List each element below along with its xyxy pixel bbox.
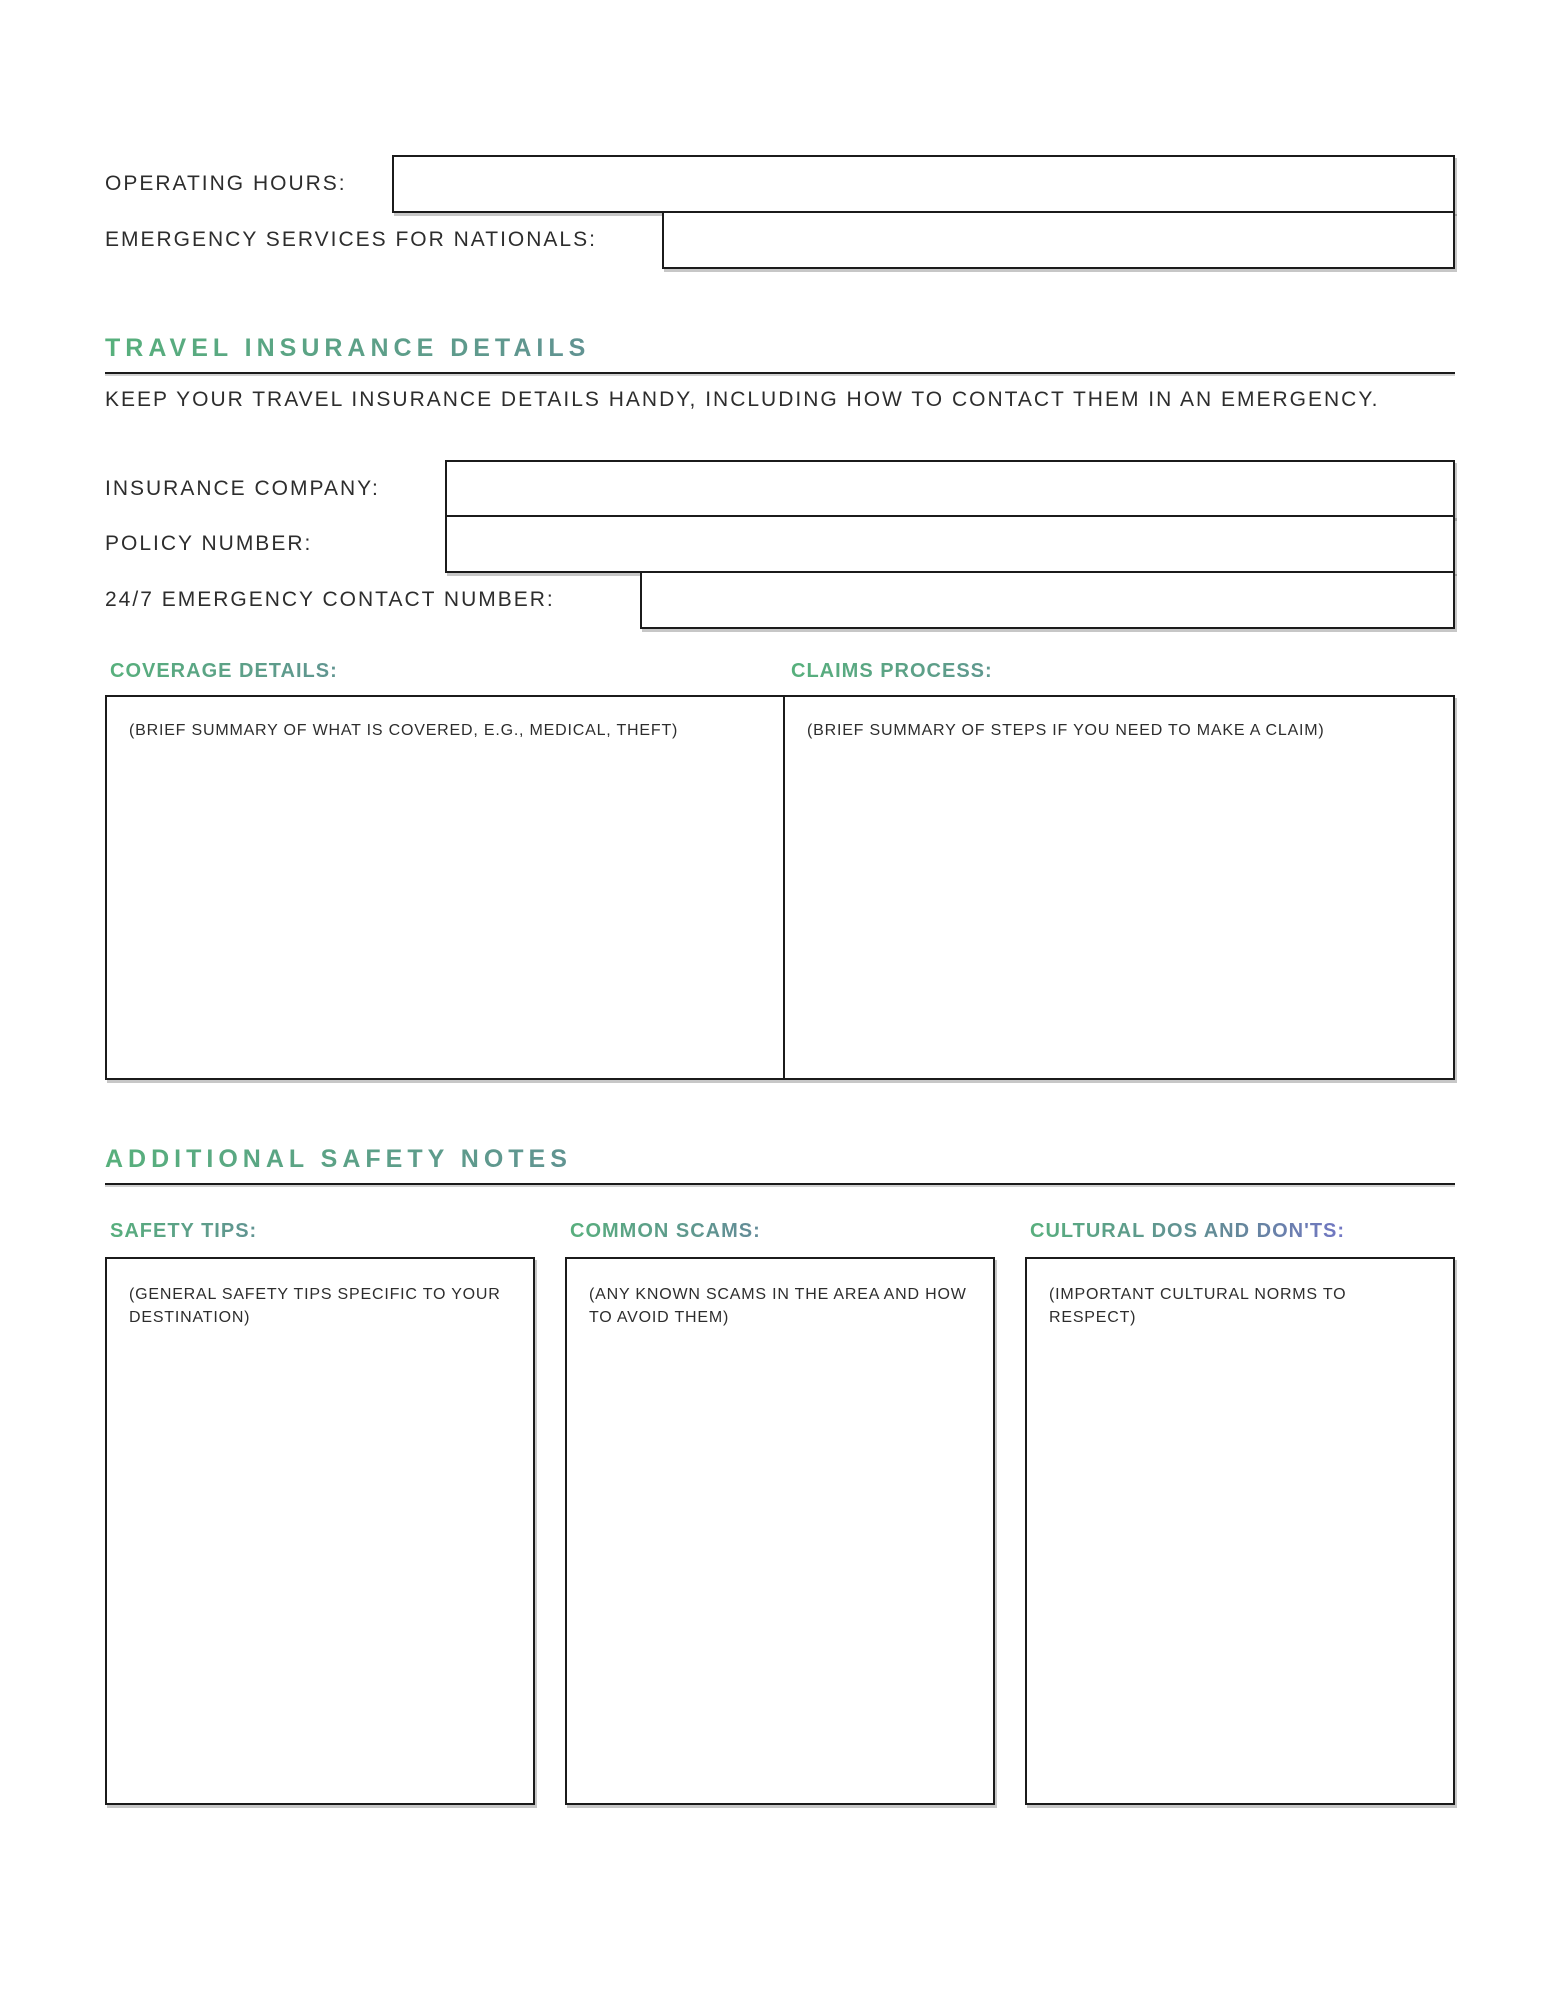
travel-insurance-divider: [105, 372, 1455, 374]
operating-hours-label: OPERATING HOURS:: [105, 172, 347, 195]
safety-notes-columns: [105, 1219, 1455, 1805]
common-scams-column: [565, 1219, 995, 1805]
coverage-claims-headings: [105, 659, 1455, 683]
cultural-dos-placeholder: (IMPORTANT CULTURAL NORMS TO RESPECT): [1049, 1285, 1347, 1326]
coverage-details-placeholder: (BRIEF SUMMARY OF WHAT IS COVERED, E.G., MEDICAL, THEFT): [129, 721, 679, 739]
cultural-dos-heading: CULTURAL DOS AND DON'TS:: [1025, 1219, 1455, 1243]
coverage-details-heading: COVERAGE DETAILS:: [110, 659, 788, 683]
cultural-dos-area[interactable]: [1025, 1257, 1455, 1805]
policy-number-row: [105, 515, 1455, 573]
content-column: [105, 0, 1455, 1805]
common-scams-heading: COMMON SCAMS:: [565, 1219, 995, 1243]
safety-tips-placeholder: (GENERAL SAFETY TIPS SPECIFIC TO YOUR DESTINATION): [129, 1285, 501, 1326]
common-scams-placeholder: (ANY KNOWN SCAMS IN THE AREA AND HOW TO AVOID THEM): [589, 1285, 967, 1326]
claims-process-area[interactable]: [785, 697, 1453, 1078]
emergency-contact-input[interactable]: [640, 571, 1455, 629]
cultural-dos-column: [1025, 1219, 1455, 1805]
safety-tips-column: [105, 1219, 535, 1805]
common-scams-area[interactable]: [565, 1257, 995, 1805]
insurance-fields: [105, 460, 1455, 629]
coverage-claims-box: [105, 695, 1455, 1080]
claims-process-heading: CLAIMS PROCESS:: [791, 659, 1455, 683]
safety-tips-area[interactable]: [105, 1257, 535, 1805]
emergency-services-row: [105, 211, 1455, 269]
operating-hours-input[interactable]: [392, 155, 1455, 213]
policy-number-label: POLICY NUMBER:: [105, 532, 313, 555]
travel-insurance-intro: KEEP YOUR TRAVEL INSURANCE DETAILS HANDY, INCLUDING HOW TO CONTACT THEM IN AN EMERGENCY.: [105, 387, 1380, 411]
claims-process-placeholder: (BRIEF SUMMARY OF STEPS IF YOU NEED TO MAKE A CLAIM): [807, 721, 1325, 739]
safety-tips-heading: SAFETY TIPS:: [105, 1219, 535, 1243]
coverage-details-area[interactable]: [107, 697, 785, 1078]
operating-hours-row: [105, 155, 1455, 213]
insurance-company-row: [105, 460, 1455, 518]
emergency-contact-label: 24/7 EMERGENCY CONTACT NUMBER:: [105, 587, 555, 611]
policy-number-input[interactable]: [445, 515, 1455, 573]
travel-insurance-section-title: TRAVEL INSURANCE DETAILS: [105, 333, 1455, 363]
insurance-company-input[interactable]: [445, 460, 1455, 518]
emergency-contact-row: [105, 571, 1455, 629]
emergency-services-label: EMERGENCY SERVICES FOR NATIONALS:: [105, 227, 597, 251]
additional-safety-section-title: ADDITIONAL SAFETY NOTES: [105, 1144, 1455, 1174]
additional-safety-divider: [105, 1183, 1455, 1185]
insurance-company-label: INSURANCE COMPANY:: [105, 476, 380, 500]
emergency-services-input[interactable]: [662, 211, 1455, 269]
